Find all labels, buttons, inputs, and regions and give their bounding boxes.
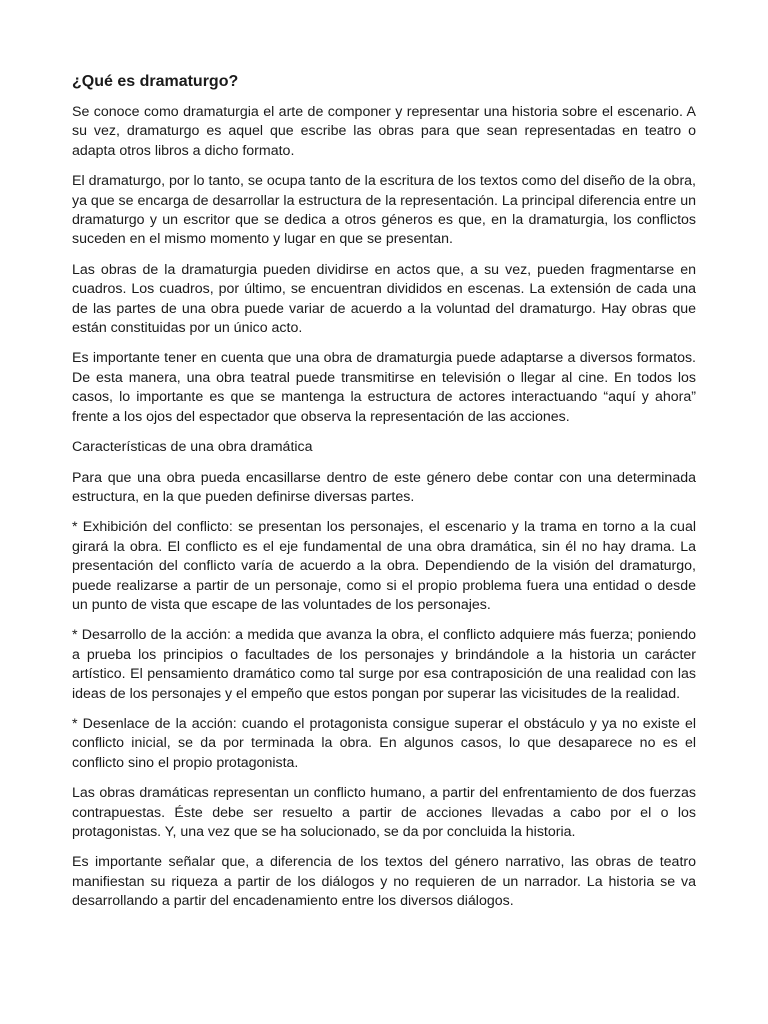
list-item-exhibicion: * Exhibición del conflicto: se presentan los personajes, el escenario y la trama en torno a la cual girará la obra. El conflicto es el eje fundamental de una obra dramática, sin él no hay drama. La presentación del conflicto varía de acuerdo a la obra. Dependiendo de la visión del dramaturgo, puede realizarse a partir de un personaje, como si el propio problema fuera una entidad o desde un punto de vista que escape de las voluntades de los personajes. [72, 519, 696, 613]
document-page [72, 70, 696, 923]
paragraph-dramaturgo-role: El dramaturgo, por lo tanto, se ocupa tanto de la escritura de los textos como del diseño de la obra, ya que se encarga de desarrollar la estructura de la representación. La principal diferencia entre un dramaturgo y un escritor que se dedica a otros géneros es que, en la dramaturgia, los conflictos suceden en el mismo momento y lugar en que se presentan. [72, 173, 696, 248]
document-title: ¿Qué es dramaturgo? [72, 73, 239, 90]
paragraph-conflicto-humano: Las obras dramáticas representan un conflicto humano, a partir del enfrentamiento de dos fuerzas contrapuestas. Éste debe ser resuelto a partir de acciones llevadas a cabo por el o los protagonistas. Y, una vez que se ha solucionado, se da por concluida la historia. [72, 785, 696, 840]
list-item-desarrollo: * Desarrollo de la acción: a medida que avanza la obra, el conflicto adquiere más fuerza; poniendo a prueba los principios o facultades de los personajes y brindándole a la historia un carácter artístico. El pensamiento dramático como tal surge por esa contraposición de una realidad con las ideas de los personajes y el empeño que estos pongan por superar las vicisitudes de la realidad. [72, 627, 696, 702]
paragraph-formats: Es importante tener en cuenta que una obra de dramaturgia puede adaptarse a diversos formatos. De esta manera, una obra teatral puede transmitirse en televisión o llegar al cine. En todos los casos, lo importante es que se mantenga la estructura de actores interactuando “aquí y ahora” frente a los ojos del espectador que observa la representación de las acciones. [72, 350, 696, 425]
paragraph-genre-structure: Para que una obra pueda encasillarse dentro de este género debe contar con una determinada estructura, en la que pueden definirse diversas partes. [72, 469, 696, 505]
paragraph-dialogos: Es importante señalar que, a diferencia de los textos del género narrativo, las obras de teatro manifiestan su riqueza a partir de los diálogos y no requieren de un narrador. La historia se va desarrollando a partir del encadenamiento entre los diversos diálogos. [72, 854, 696, 910]
paragraph-intro: Se conoce como dramaturgia el arte de componer y representar una historia sobre el escenario. A su vez, dramaturgo es aquel que escribe las obras para que sean representadas en teatro o adapta otros libros a dicho formato. [72, 104, 696, 159]
list-item-desenlace: * Desenlace de la acción: cuando el protagonista consigue superar el obstáculo y ya no existe el conflicto inicial, se da por terminada la obra. En algunos casos, lo que desaparece no es el conflicto sino el propio protagonista. [72, 715, 696, 771]
section-subheading: Características de una obra dramática [72, 439, 313, 456]
paragraph-structure: Las obras de la dramaturgia pueden dividirse en actos que, a su vez, pueden fragmentarse en cuadros. Los cuadros, por último, se encuentran divididos en escenas. La extensión de cada una de las partes de una obra puede variar de acuerdo a la voluntad del dramaturgo. Hay obras que están constituidas por un único acto. [72, 261, 696, 337]
